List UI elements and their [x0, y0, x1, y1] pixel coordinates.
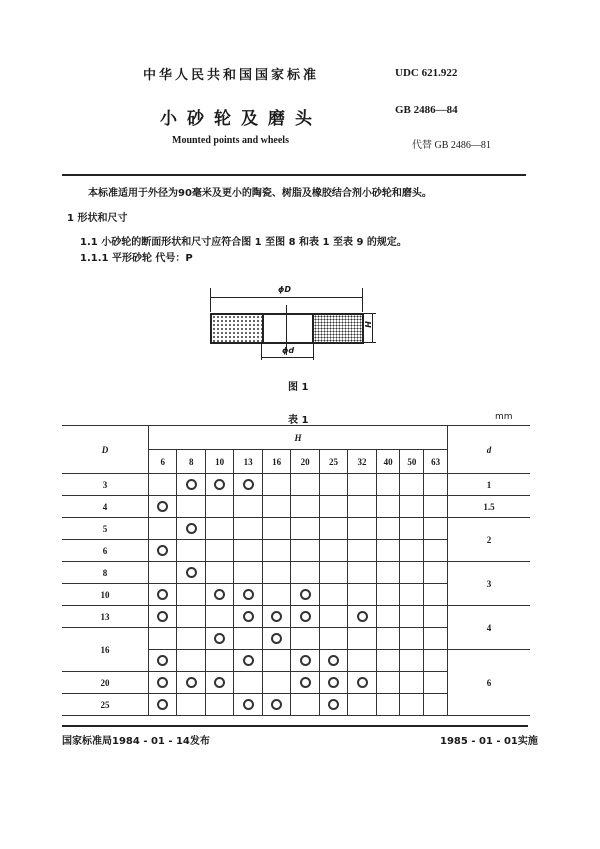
h-cell — [149, 474, 177, 496]
h-cell — [262, 562, 290, 584]
h-cell — [319, 540, 347, 562]
availability-circle-icon — [328, 677, 339, 688]
h-cell — [319, 694, 347, 716]
h-cell — [262, 540, 290, 562]
availability-circle-icon — [300, 677, 311, 688]
h-cell — [291, 562, 319, 584]
availability-circle-icon — [157, 655, 168, 666]
D-cell: 13 — [62, 606, 149, 628]
availability-circle-icon — [271, 699, 282, 710]
h-cell — [400, 540, 424, 562]
h-cell — [205, 628, 233, 650]
h-cell — [348, 540, 376, 562]
h-cell — [149, 628, 177, 650]
h-cell — [400, 474, 424, 496]
effective-date: 1985 - 01 - 01实施 — [440, 736, 538, 747]
h-value-header: 8 — [177, 450, 205, 474]
h-cell — [400, 628, 424, 650]
h-cell — [319, 672, 347, 694]
h-cell — [149, 650, 177, 672]
h-cell — [177, 496, 205, 518]
availability-circle-icon — [328, 655, 339, 666]
h-cell — [424, 672, 448, 694]
h-cell — [319, 650, 347, 672]
h-cell — [348, 518, 376, 540]
h-cell — [348, 650, 376, 672]
h-cell — [234, 540, 262, 562]
h-cell — [348, 606, 376, 628]
h-cell — [234, 694, 262, 716]
h-cell — [149, 518, 177, 540]
h-cell — [205, 562, 233, 584]
availability-circle-icon — [214, 589, 225, 600]
table-row — [62, 562, 530, 584]
section-1-1: 1.1 小砂轮的断面形状和尺寸应符合图 1 至图 8 和表 1 至表 9 的规定。 — [80, 237, 407, 248]
availability-circle-icon — [157, 611, 168, 622]
D-cell: 25 — [62, 694, 149, 716]
h-cell — [291, 496, 319, 518]
diameter-D-label: ϕD — [278, 285, 292, 294]
h-cell — [205, 496, 233, 518]
h-cell — [177, 606, 205, 628]
h-cell — [376, 584, 400, 606]
h-cell — [149, 562, 177, 584]
availability-circle-icon — [243, 699, 254, 710]
h-cell — [291, 650, 319, 672]
availability-circle-icon — [214, 633, 225, 644]
section-1-1-1: 1.1.1 平形砂轮 代号：P — [80, 253, 193, 264]
availability-circle-icon — [300, 611, 311, 622]
h-cell — [424, 540, 448, 562]
availability-circle-icon — [157, 545, 168, 556]
h-cell — [234, 606, 262, 628]
h-cell — [149, 606, 177, 628]
h-cell — [319, 474, 347, 496]
h-cell — [149, 584, 177, 606]
h-cell — [348, 584, 376, 606]
availability-circle-icon — [186, 567, 197, 578]
availability-circle-icon — [186, 523, 197, 534]
h-cell — [348, 562, 376, 584]
h-cell — [149, 496, 177, 518]
wheel-bore — [262, 313, 312, 344]
availability-circle-icon — [243, 479, 254, 490]
h-value-header: 16 — [262, 450, 290, 474]
h-value-header: 25 — [319, 450, 347, 474]
h-cell — [400, 518, 424, 540]
h-cell — [205, 694, 233, 716]
national-standard-heading: 中华人民共和国国家标准 — [143, 68, 320, 83]
h-cell — [262, 606, 290, 628]
h-cell — [205, 672, 233, 694]
h-value-header: 10 — [205, 450, 233, 474]
dimensions-table — [62, 425, 530, 716]
h-cell — [234, 474, 262, 496]
h-cell — [149, 672, 177, 694]
issued-date: 国家标准局1984 - 01 - 14发布 — [62, 736, 210, 747]
footer-rule — [62, 725, 528, 727]
h-cell — [376, 672, 400, 694]
h-cell — [234, 562, 262, 584]
h-value-header: 20 — [291, 450, 319, 474]
h-value-header: 6 — [149, 450, 177, 474]
D-cell: 20 — [62, 672, 149, 694]
h-cell — [177, 672, 205, 694]
h-cell — [400, 694, 424, 716]
h-cell — [234, 672, 262, 694]
h-cell — [319, 496, 347, 518]
h-cell — [262, 496, 290, 518]
h-cell — [177, 562, 205, 584]
h-cell — [234, 584, 262, 606]
h-cell — [234, 628, 262, 650]
availability-circle-icon — [186, 677, 197, 688]
h-cell — [376, 518, 400, 540]
h-cell — [319, 606, 347, 628]
h-cell — [400, 496, 424, 518]
h-cell — [424, 628, 448, 650]
h-cell — [424, 496, 448, 518]
h-value-header: 50 — [400, 450, 424, 474]
availability-circle-icon — [243, 589, 254, 600]
h-cell — [205, 606, 233, 628]
h-cell — [262, 672, 290, 694]
h-cell — [376, 474, 400, 496]
h-cell — [205, 650, 233, 672]
h-cell — [376, 562, 400, 584]
D-cell: 4 — [62, 496, 149, 518]
wheel-section-right — [312, 313, 364, 344]
h-cell — [234, 496, 262, 518]
h-cell — [177, 694, 205, 716]
wheel-section-left — [210, 313, 264, 344]
h-cell — [291, 474, 319, 496]
h-cell — [177, 628, 205, 650]
h-cell — [177, 584, 205, 606]
availability-circle-icon — [157, 589, 168, 600]
intro-paragraph: 本标准适用于外径为90毫米及更小的陶瓷、树脂及橡胶结合剂小砂轮和磨头。 — [88, 188, 432, 199]
h-cell — [376, 606, 400, 628]
document-title: 小砂轮及磨头 — [160, 109, 322, 129]
h-cell — [424, 650, 448, 672]
header-rule — [62, 174, 526, 176]
availability-circle-icon — [214, 677, 225, 688]
h-cell — [262, 474, 290, 496]
bore-d-label: ϕd — [282, 346, 295, 355]
bore-d-cell: 4 — [448, 606, 531, 650]
availability-circle-icon — [214, 479, 225, 490]
h-value-header: 32 — [348, 450, 376, 474]
h-cell — [291, 518, 319, 540]
h-cell — [400, 562, 424, 584]
h-cell — [319, 628, 347, 650]
table-row — [62, 606, 530, 628]
figure-caption: 图 1 — [288, 382, 309, 393]
h-cell — [234, 518, 262, 540]
h-cell — [376, 540, 400, 562]
availability-circle-icon — [328, 699, 339, 710]
h-cell — [291, 694, 319, 716]
h-value-header: 13 — [234, 450, 262, 474]
availability-circle-icon — [243, 611, 254, 622]
h-cell — [348, 474, 376, 496]
col-header-D: D — [62, 426, 149, 474]
availability-circle-icon — [300, 589, 311, 600]
bore-d-cell: 1.5 — [448, 496, 531, 518]
replaces-note: 代替 GB 2486—81 — [412, 140, 491, 151]
h-cell — [149, 694, 177, 716]
availability-circle-icon — [300, 655, 311, 666]
h-cell — [291, 584, 319, 606]
availability-circle-icon — [357, 677, 368, 688]
table-row — [62, 518, 530, 540]
h-cell — [376, 650, 400, 672]
availability-circle-icon — [186, 479, 197, 490]
h-cell — [205, 474, 233, 496]
h-cell — [424, 606, 448, 628]
bore-d-cell: 1 — [448, 474, 531, 496]
availability-circle-icon — [357, 611, 368, 622]
bore-d-cell: 2 — [448, 518, 531, 562]
h-cell — [262, 628, 290, 650]
h-cell — [319, 584, 347, 606]
h-cell — [149, 540, 177, 562]
h-cell — [234, 650, 262, 672]
D-cell: 10 — [62, 584, 149, 606]
h-cell — [400, 672, 424, 694]
availability-circle-icon — [157, 699, 168, 710]
udc-number: UDC 621.922 — [395, 67, 458, 79]
english-title: Mounted points and wheels — [172, 135, 289, 146]
h-cell — [262, 518, 290, 540]
h-cell — [400, 606, 424, 628]
h-cell — [348, 628, 376, 650]
h-cell — [376, 628, 400, 650]
availability-circle-icon — [271, 611, 282, 622]
D-cell: 6 — [62, 540, 149, 562]
h-cell — [177, 518, 205, 540]
h-cell — [291, 606, 319, 628]
bore-d-cell: 3 — [448, 562, 531, 606]
h-cell — [376, 496, 400, 518]
h-cell — [400, 650, 424, 672]
h-cell — [177, 650, 205, 672]
bore-d-cell: 6 — [448, 650, 531, 716]
h-cell — [424, 474, 448, 496]
availability-circle-icon — [157, 677, 168, 688]
h-cell — [348, 694, 376, 716]
availability-circle-icon — [157, 501, 168, 512]
D-cell: 8 — [62, 562, 149, 584]
h-cell — [205, 540, 233, 562]
D-cell: 3 — [62, 474, 149, 496]
h-cell — [319, 562, 347, 584]
h-value-header: 63 — [424, 450, 448, 474]
table-unit: mm — [495, 412, 513, 422]
table-caption: 表 1 — [288, 415, 309, 426]
section-1-heading: 1 形状和尺寸 — [67, 213, 128, 224]
h-cell — [262, 694, 290, 716]
h-cell — [177, 540, 205, 562]
h-cell — [291, 672, 319, 694]
h-cell — [400, 584, 424, 606]
h-value-header: 40 — [376, 450, 400, 474]
h-cell — [424, 584, 448, 606]
h-cell — [424, 518, 448, 540]
h-cell — [348, 496, 376, 518]
table-row — [62, 496, 530, 518]
h-cell — [319, 518, 347, 540]
col-header-d: d — [448, 426, 531, 474]
h-cell — [262, 650, 290, 672]
h-cell — [177, 474, 205, 496]
gb-number: GB 2486—84 — [395, 104, 458, 116]
h-cell — [424, 694, 448, 716]
h-cell — [291, 628, 319, 650]
h-cell — [424, 562, 448, 584]
h-cell — [348, 672, 376, 694]
D-cell: 5 — [62, 518, 149, 540]
col-header-H: H — [149, 426, 448, 450]
height-H-label: H — [362, 321, 372, 328]
h-cell — [376, 694, 400, 716]
h-cell — [262, 584, 290, 606]
h-cell — [291, 540, 319, 562]
availability-circle-icon — [271, 633, 282, 644]
table-row — [62, 474, 530, 496]
h-cell — [205, 518, 233, 540]
h-cell — [205, 584, 233, 606]
availability-circle-icon — [243, 655, 254, 666]
d-cell: 16 — [62, 628, 149, 672]
